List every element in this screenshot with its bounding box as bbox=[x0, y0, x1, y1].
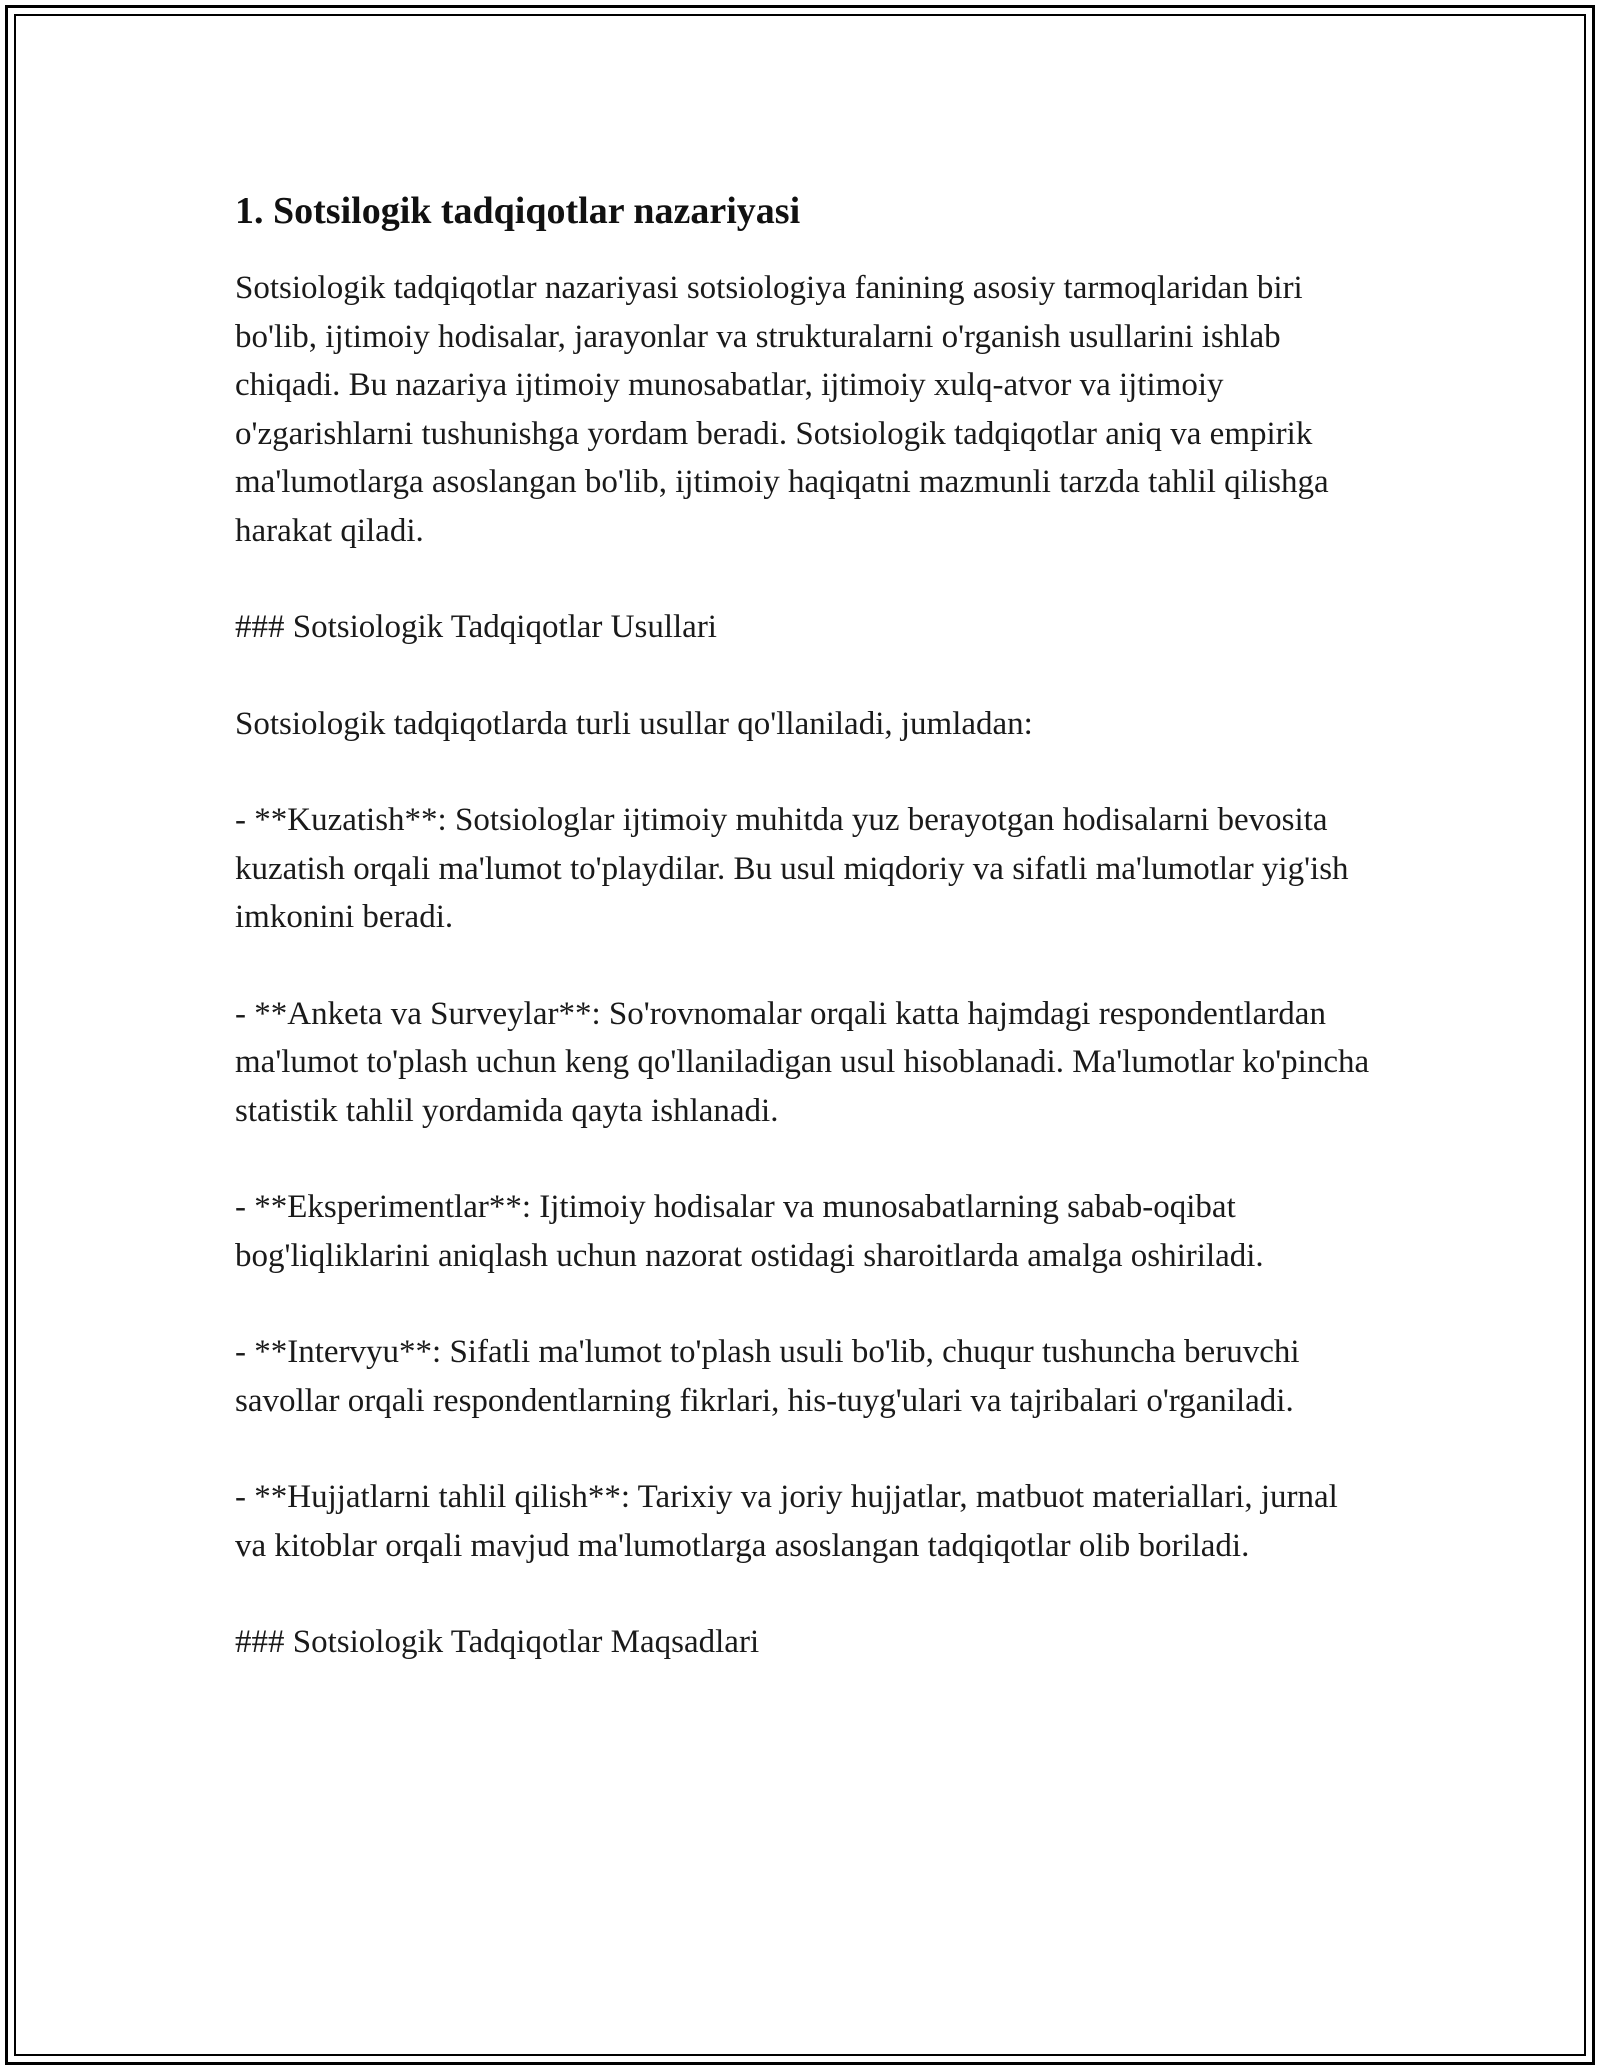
intro-paragraph: Sotsiologik tadqiqotlar nazariyasi sotsiologiya fanining asosiy tarmoqlaridan biri bo'lib, ijtimoiy hodisalar, jarayonlar va strukturalarni o'rganish usullarini ishlab chiqadi. Bu nazariya ijtimoiy munosabatlar, ijtimoiy xulq-atvor va ijtimoiy o'zgarishlarni tushunishga yordam beradi. Sotsiologik tadqiqotlar aniq va empirik ma'lumotlarga asoslangan bo'lib, ijtimoiy haqiqatni mazmunli tarzda tahlil qilishga harakat qiladi. bbox=[235, 270, 1329, 549]
section-heading-goals: ### Sotsiologik Tadqiqotlar Maqsadlari bbox=[235, 1624, 760, 1660]
document-title: 1. Sotsilogik tadqiqotlar nazariyasi bbox=[235, 190, 801, 232]
method-item-observation: - **Kuzatish**: Sotsiologlar ijtimoiy muhitda yuz berayotgan hodisalarni bevosita kuzatish orqali ma'lumot to'playdilar. Bu usul miqdoriy va sifatli ma'lumotlar yig'ish imkonini beradi. bbox=[235, 802, 1349, 935]
methods-intro-paragraph: Sotsiologik tadqiqotlarda turli usullar qo'llaniladi, jumladan: bbox=[235, 705, 1033, 742]
section-heading-methods: ### Sotsiologik Tadqiqotlar Usullari bbox=[235, 609, 717, 645]
method-item-document-analysis: - **Hujjatlarni tahlil qilish**: Tarixiy va joriy hujjatlar, matbuot materiallari, jurnal va kitoblar orqali mavjud ma'lumotlarga asoslangan tadqiqotlar olib boriladi. bbox=[235, 1479, 1338, 1564]
document-body bbox=[235, 186, 1375, 1667]
method-item-experiments: - **Eksperimentlar**: Ijtimoiy hodisalar va munosabatlarning sabab-oqibat bog'liqliklarini aniqlash uchun nazorat ostidagi sharoitlarda amalga oshiriladi. bbox=[235, 1189, 1264, 1274]
method-item-survey: - **Anketa va Surveylar**: So'rovnomalar orqali katta hajmdagi respondentlardan ma'lumot to'plash uchun keng qo'llaniladigan usul hisoblanadi. Ma'lumotlar ko'pincha statistik tahlil yordamida qayta ishlanadi. bbox=[235, 995, 1370, 1129]
method-item-interview: - **Intervyu**: Sifatli ma'lumot to'plash usuli bo'lib, chuqur tushuncha beruvchi savollar orqali respondentlarning fikrlari, his-tuyg'ulari va tajribalari o'rganiladi. bbox=[235, 1334, 1300, 1419]
